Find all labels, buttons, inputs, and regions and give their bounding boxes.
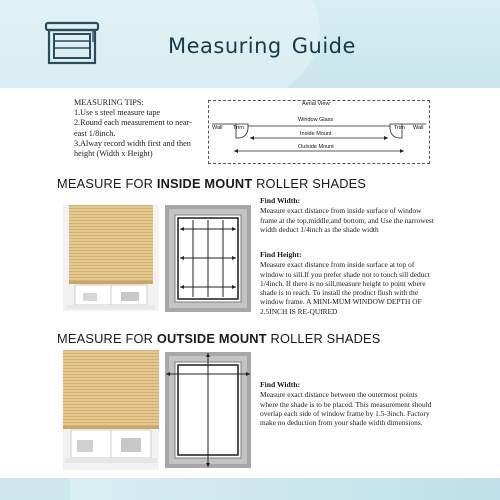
find-width-text: Measure exact distance from inside surface of window frame at the top,middle,and bottom, and Use the narrowest width deduct 1/4inch as the shade width (260, 206, 434, 234)
trim-right-label: Trim (394, 125, 405, 131)
inside-find-width (260, 196, 436, 234)
window-roller-shade-icon (44, 20, 100, 66)
tip-item: 3.Alway record width first and then height (Width x Height) (74, 138, 191, 159)
aerial-view-diagram (208, 98, 430, 164)
aerial-title: Aerial View: (302, 101, 331, 107)
outside-mount-section-title: MEASURE FOR OUTSIDE MOUNT ROLLER SHADES (57, 331, 381, 346)
find-width-heading: Find Width: (260, 196, 301, 205)
inside-mount-label: Inside Mount (300, 131, 332, 137)
outside-mount-diagram (163, 350, 253, 470)
wall-right-label: Wall (413, 125, 424, 131)
inside-mount-diagram (163, 203, 253, 314)
inside-mount-section-title: MEASURE FOR INSIDE MOUNT ROLLER SHADES (57, 176, 367, 191)
header-banner (0, 0, 500, 88)
find-width-heading: Find Width: (260, 380, 301, 389)
inside-mount-photo (63, 205, 159, 311)
find-height-text: Measure exact distance from inside surface at top of window to sill.If you prefer shade not to touch sill deduct 1/4inch. If there is no sill,measure height to point where shade is to reach. To install the product flush with the window frame. A MINI-MUM WINDOW DEPTH OF 2.5INCH IS RE-QUIRED (260, 260, 430, 316)
page-title: Measuring Guide (168, 34, 356, 58)
outside-mount-photo (63, 350, 159, 470)
wall-left-label: Wall (212, 125, 223, 131)
tip-item: 2.Round each measurement to near-east 1/8inch. (74, 118, 192, 138)
find-height-heading: Find Height: (260, 250, 302, 259)
find-width-text: Measure exact distance between the outermost points where the shade is to be placed. This measurement should overlap each side of window frame by 1.5-3inch. Factory make no deduction from your shade width dimensions. (260, 390, 432, 428)
footer-band (0, 478, 500, 500)
trim-left-label: Trim (233, 125, 244, 131)
outside-mount-label: Outside Mount (298, 144, 334, 150)
tips-heading: MEASURING TIPS: (74, 98, 144, 107)
window-glass-label: Window Glass (298, 117, 334, 123)
inside-find-height (260, 250, 436, 316)
outside-find-width (260, 380, 436, 427)
measuring-tips (74, 98, 204, 159)
tip-item: 1.Use s steel measure tape (74, 108, 161, 118)
